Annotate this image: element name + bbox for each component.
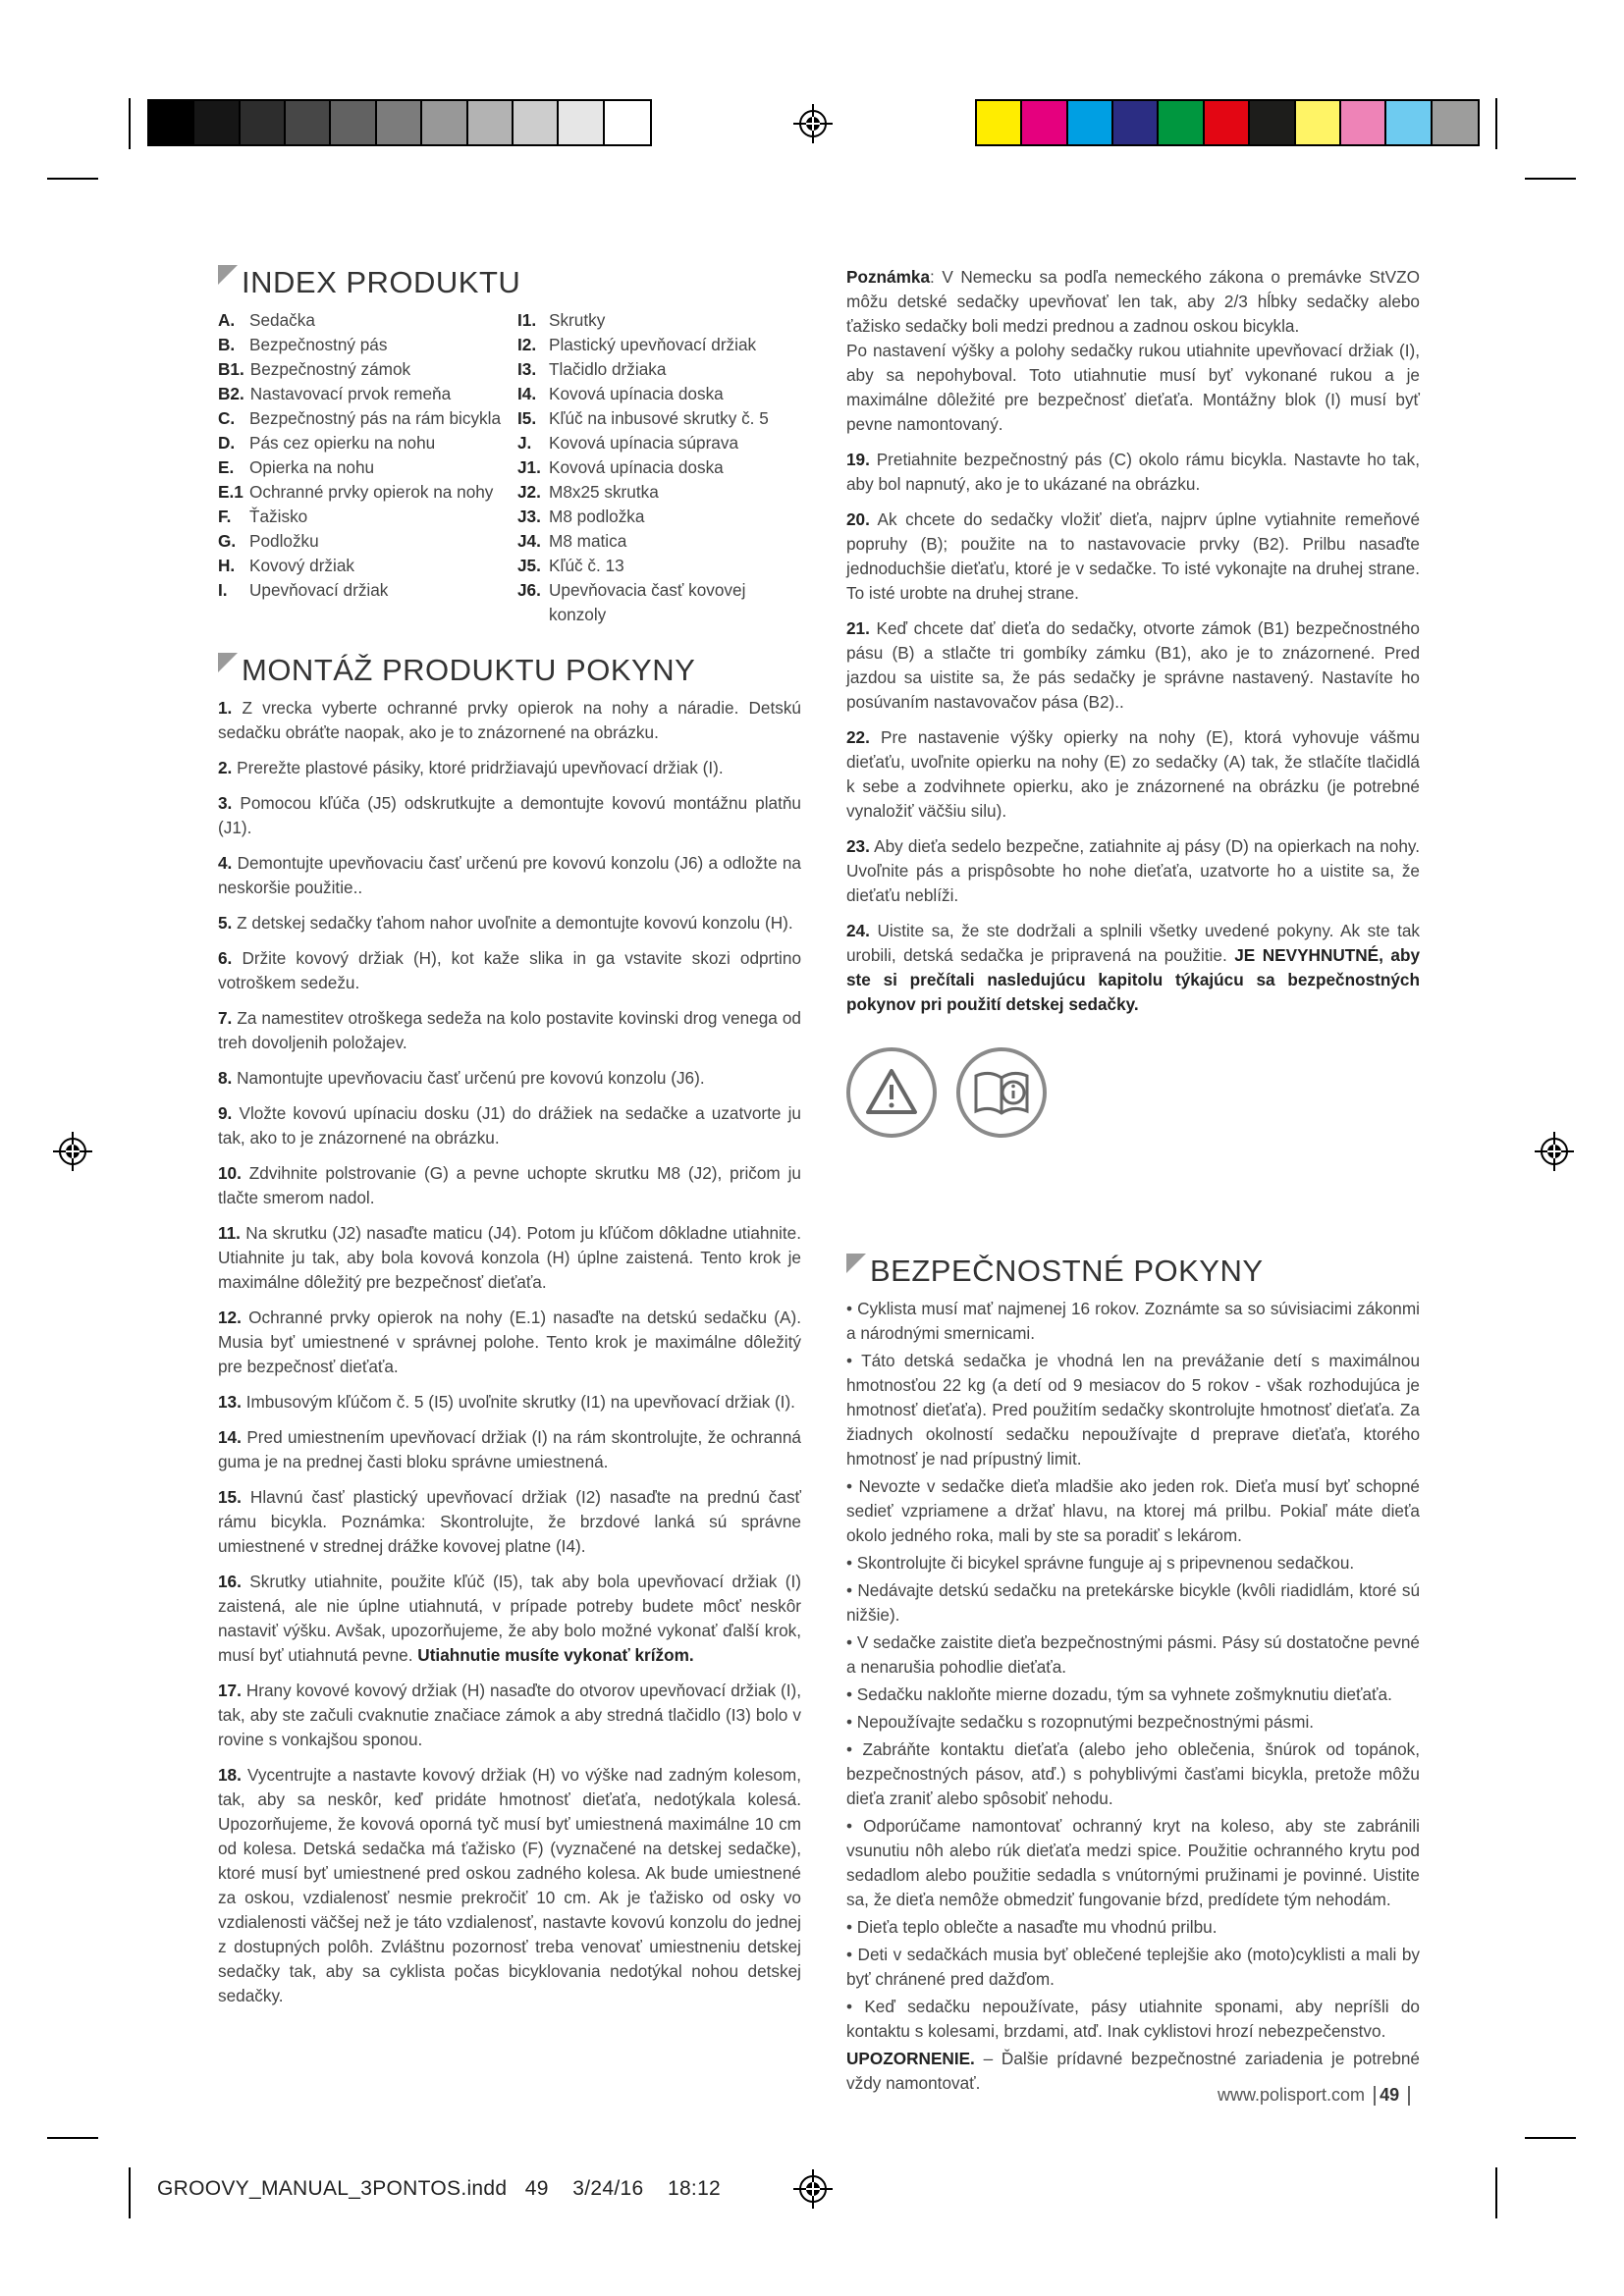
index-key: E. (218, 457, 235, 477)
step-number: 24. (846, 921, 870, 940)
index-key: J5. (517, 556, 541, 575)
index-key: J2. (517, 482, 541, 502)
step-text: Zdvihnite polstrovanie (G) a pevne uchopte skrutku M8 (J2), pričom ju tlačte smerom nadol. (218, 1163, 801, 1207)
step-number: 14. (218, 1427, 242, 1447)
crop-mark-bottom-right-v (1495, 2167, 1497, 2218)
read-manual-icon (956, 1047, 1047, 1138)
step-emphasis: JE NEVYHNUTNÉ, aby ste si prečítali nasledujúcu kapitolu týkajúcu sa bezpečnostných pokynov pri použití detskej sedačky. (846, 945, 1420, 1014)
crop-mark-top-left-v (129, 98, 131, 149)
color-swatch (468, 101, 514, 144)
index-key: F. (218, 507, 232, 526)
footer-divider (1408, 2086, 1410, 2106)
step-number: 3. (218, 793, 233, 813)
color-swatch (1159, 101, 1204, 144)
index-item (517, 382, 801, 406)
index-item (517, 529, 801, 554)
warning-label: UPOZORNENIE. (846, 2049, 975, 2068)
index-item (218, 382, 517, 406)
index-item (218, 529, 517, 554)
color-swatch (1296, 101, 1341, 144)
step-emphasis: Utiahnutie musíte vykonať krížom. (417, 1645, 694, 1665)
index-key: J6. (517, 580, 541, 600)
index-key: E.1 (218, 482, 244, 502)
index-key: I3. (517, 359, 537, 379)
step-text: Aby dieťa sedelo bezpečne, zatiahnite aj pásy (D) na opierkach na nohy. Uvoľnite pás a prispôsobte ho nohe dieťaťa, uzatvorte ho a uistite sa, že dieťaťu neblíži. (846, 836, 1421, 905)
index-item (218, 357, 517, 382)
index-item (218, 505, 517, 529)
index-text: M8 podložka (549, 507, 645, 526)
crop-mark-bottom-left-v (129, 2167, 131, 2218)
color-swatch (1022, 101, 1067, 144)
instruction-step (846, 616, 1420, 715)
index-list-right (517, 308, 801, 627)
heading-triangle-icon (218, 653, 238, 672)
index-key: B2. (218, 384, 244, 403)
step-text: Pomocou kľúča (J5) odskrutkujte a demontujte kovovú montážnu platňu (J1). (218, 793, 801, 837)
index-key: I4. (517, 384, 537, 403)
index-key: I1. (517, 310, 537, 330)
instruction-step (218, 1570, 801, 1668)
file-slug: GROOVY_MANUAL_3PONTOS.indd 49 3/24/16 18:12 (157, 2177, 722, 2200)
index-heading (218, 265, 801, 300)
index-list-left (218, 308, 517, 627)
index-item (218, 455, 517, 480)
index-item (517, 480, 801, 505)
index-key: J1. (517, 457, 541, 477)
grayscale-color-bar (147, 99, 652, 146)
color-swatch (194, 101, 240, 144)
color-swatch (1433, 101, 1478, 144)
step-text: Uistite sa, že ste dodržali a splnili všetky uvedené pokyny. Ak ste tak urobili, detská sedačka je pripravená na použitie. (846, 921, 1421, 965)
index-text: M8 matica (549, 531, 627, 551)
safety-bullet: • Dieťa teplo oblečte a nasaďte mu vhodnú prilbu. (846, 1917, 1218, 1937)
instruction-step (218, 851, 801, 900)
index-item (517, 406, 801, 431)
step-number: 8. (218, 1068, 233, 1088)
index-text: Plastický upevňovací držiak (549, 335, 757, 354)
index-text: Kovová upínacia doska (549, 384, 724, 403)
step-number: 2. (218, 758, 233, 777)
index-text: Ochranné prvky opierok na nohy (249, 482, 494, 502)
step-text: Pretiahnite bezpečnostný pás (C) okolo rámu bicykla. Nastavte ho tak, aby bol napnutý, ako je to ukázané na obrázku. (846, 450, 1420, 494)
instruction-step (218, 946, 801, 995)
color-swatch (559, 101, 604, 144)
instruction-step (218, 1679, 801, 1752)
index-item (517, 578, 801, 627)
index-item (218, 333, 517, 357)
step-number: 1. (218, 698, 233, 718)
safety-heading (846, 1254, 1420, 1289)
index-item (517, 431, 801, 455)
instruction-step (218, 696, 801, 745)
index-text: Ťažisko (249, 507, 308, 526)
color-swatch (514, 101, 559, 144)
heading-triangle-icon (218, 265, 238, 285)
index-key: I5. (517, 408, 537, 428)
right-column (846, 265, 1420, 2107)
safety-bullet: • V sedačke zaistite dieťa bezpečnostnými pásmi. Pásy sú dostatočne pevné a nenarušia pohodlie dieťaťa. (846, 1632, 1420, 1677)
instruction-step (218, 1161, 801, 1210)
safety-bullets (846, 1297, 1420, 2044)
color-swatch (605, 101, 650, 144)
color-swatch (241, 101, 286, 144)
safety-bullet: • Odporúčame namontovať ochranný kryt na koleso, aby ste zabránili vsunutiu nôh alebo rúk dieťaťa medzi spice. Použitie ochranného krytu pod sedadlom alebo použitie sedadla s vnútornými pružinami je povinné. Uistite sa, že dieťa nemôže obmedziť fungovanie bŕzd, predídete tým nehodám. (846, 1816, 1420, 1909)
instruction-step (218, 1221, 801, 1295)
color-swatch (377, 101, 422, 144)
crop-mark-top-right-v (1495, 98, 1497, 149)
registration-mark-icon (1535, 1132, 1574, 1171)
step-text: Ak chcete do sedačky vložiť dieťa, najprv úplne vytiahnite remeňové popruhy (B); použite na to nastavovacie prvky (B2). Prilbu nasaďte jednoduchšie dieťaťu, ktoré je v sedačke. To isté vykonajte na druhej strane. To isté urobte na druhej strane. (846, 509, 1420, 603)
crop-mark-top-right (1525, 178, 1576, 180)
safety-bullet: • Nepoužívajte sedačku s rozopnutými bezpečnostnými pásmi. (846, 1712, 1315, 1732)
index-item (517, 333, 801, 357)
montaz-steps (218, 696, 801, 2008)
step-text: Vložte kovovú upínaciu dosku (J1) do drážiek na sedačke a uzatvorte ju tak, ako to je znázornené na obrázku. (218, 1103, 801, 1148)
safety-bullet: • Cyklista musí mať najmenej 16 rokov. Zoznámte sa so súvisiacimi zákonmi a národnými smernicami. (846, 1299, 1420, 1343)
safety-title: BEZPEČNOSTNÉ POKYNY (870, 1254, 1264, 1288)
index-text: Nastavovací prvok remeňa (249, 384, 452, 403)
step-text: Z detskej sedačky ťahom nahor uvoľnite a demontujte kovovú konzolu (H). (237, 913, 793, 933)
step-text: Keď chcete dať dieťa do sedačky, otvorte zámok (B1) bezpečnostného pásu (B) a stlačte tri gombíky zámku (B1), ako je to znázornené. Pred jazdou sa uistite sa, že pás sedačky je správne nastavený. Nastavíte ho posúvaním nastavovačov pása (B2).. (846, 618, 1420, 712)
index-item (218, 480, 517, 505)
index-key: J. (517, 433, 532, 453)
instruction-step (218, 1006, 801, 1055)
safety-bullet: • Keď sedačku nepoužívate, pásy utiahnite sponami, aby nepríšli do kontaktu s kolesami, brzdami, atď. Inak cyklistovi hrozí nebezpečenstvo. (846, 1997, 1420, 2041)
color-swatch (1113, 101, 1159, 144)
safety-bullet: • Skontrolujte či bicykel správne funguje aj s pripevnenou sedačkou. (846, 1553, 1355, 1573)
color-swatch (331, 101, 376, 144)
note-paragraph (846, 265, 1420, 339)
instruction-step (218, 791, 801, 840)
index-text: Upevňovací držiak (249, 580, 389, 600)
index-text: Opierka na nohu (249, 457, 375, 477)
page-number: 49 (1380, 2085, 1400, 2105)
instruction-step (218, 1101, 801, 1150)
step-number: 13. (218, 1392, 242, 1412)
index-text: Sedačka (249, 310, 315, 330)
step-text: Pre nastavenie výšky opierky na nohy (E), ktorá vyhovuje vášmu dieťaťu, uvoľnite opierku na nohy (E) zo sedačky (A) tak, že stlačíte tlačidlá k sebe a zodvihnete opierku, ako je znázornené na obrázku (je potrebné vynaložiť väčšiu silu). (846, 727, 1420, 821)
safety-bullet: • Deti v sedačkách musia byť oblečené teplejšie ako (moto)cyklisti a mali by byť chránené pred dažďom. (846, 1945, 1420, 1989)
index-list (218, 308, 801, 627)
index-item (218, 406, 517, 431)
page-footer (1218, 2085, 1410, 2106)
index-key: I. (218, 580, 228, 600)
instruction-step (218, 1425, 801, 1474)
step-number: 11. (218, 1223, 241, 1243)
safety-bullet: • Nedávajte detskú sedačku na pretekárske bicykle (kvôli riadidlám, ktoré sú nižšie). (846, 1580, 1420, 1625)
color-swatch (1068, 101, 1113, 144)
warning-icon (846, 1047, 937, 1138)
instruction-step (846, 919, 1420, 1017)
step-text: Ochranné prvky opierok na nohy (E.1) nasaďte na detskú sedačku (A). Musia byť umiestnené v správnej polohe. Tento krok je maximálne dôležitý pre bezpečnosť dieťaťa. (218, 1308, 801, 1376)
index-key: B1. (218, 359, 244, 379)
color-swatch (422, 101, 467, 144)
instruction-step (846, 448, 1420, 497)
step-number: 10. (218, 1163, 242, 1183)
right-steps (846, 448, 1420, 1017)
instruction-step (218, 911, 801, 935)
step-number: 19. (846, 450, 870, 469)
note-paragraph-2: Po nastavení výšky a polohy sedačky rukou utiahnite upevňovací držiak (I), aby sa nepohyboval. Toto utiahnutie musí byť vykonané rukou a je maximálne dôležité pre bezpečnosť dieťaťa. Montážny blok (I) musí byť pevne namontovaný. (846, 341, 1420, 434)
instruction-step (218, 1390, 801, 1415)
step-number: 17. (218, 1681, 242, 1700)
step-number: 9. (218, 1103, 233, 1123)
left-column (218, 265, 801, 2019)
step-text: Prerežte plastové pásiky, ktoré pridržiavajú upevňovací držiak (I). (237, 758, 724, 777)
crop-mark-bottom-left (47, 2137, 98, 2139)
step-text: Demontujte upevňovaciu časť určenú pre kovovú konzolu (J6) a odložte na neskoršie použitie.. (218, 853, 801, 897)
step-text: Z vrecka vyberte ochranné prvky opierok na nohy a náradie. Detskú sedačku obráťte naopak, ako je to znázornené na obrázku. (218, 698, 801, 742)
registration-mark-icon (53, 1132, 92, 1171)
index-text: Bezpečnostný pás (249, 335, 388, 354)
footer-url: www.polisport.com (1218, 2085, 1366, 2105)
index-key: G. (218, 531, 237, 551)
safety-bullet: • Nevozte v sedačke dieťa mladšie ako jeden rok. Dieťa musí byť schopné sedieť vzpriamene a držať hlavu, na ktorej má prilbu. Pokiaľ máte dieťa okolo jedného roka, mali by ste sa poradiť s lekárom. (846, 1476, 1420, 1545)
index-key: B. (218, 335, 236, 354)
index-text: M8x25 skrutka (549, 482, 659, 502)
index-key: A. (218, 310, 236, 330)
step-text: Imbusovým kľúčom č. 5 (I5) uvoľnite skrutky (I1) na upevňovací držiak (I). (245, 1392, 795, 1412)
instruction-step (846, 507, 1420, 606)
safety-bullet: • Táto detská sedačka je vhodná len na prevážanie detí s maximálnou hmotnosťou 22 kg (a detí od 9 mesiacov do 5 rokov - však rozhodujúca je hmotnosť dieťaťa). Pred použitím sedačky skontrolujte hmotnosť dieťaťa. Za žiadnych okolností sedačku nepoužívajte d preprave dieťaťa, ktorého hmotnosť je nad prípustný limit. (846, 1351, 1420, 1468)
index-key: D. (218, 433, 236, 453)
cmyk-color-bar (975, 99, 1480, 146)
step-text: Na skrutku (J2) nasaďte maticu (J4). Potom ju kľúčom dôkladne utiahnite. Utiahnite ju tak, aby bola kovová konzola (H) úplne zaistená. Tento krok je maximálne dôležitý pre bezpečnosť dieťaťa. (218, 1223, 801, 1292)
safety-bullet: • Sedačku nakloňte mierne dozadu, tým sa vyhnete zošmyknutiu dieťaťa. (846, 1684, 1392, 1704)
index-key: J3. (517, 507, 541, 526)
index-text: Kovová upínacia súprava (549, 433, 739, 453)
index-item (517, 505, 801, 529)
index-text: Bezpečnostný pás na rám bicykla (249, 408, 502, 428)
index-text: Tlačidlo držiaka (549, 359, 667, 379)
index-item (517, 455, 801, 480)
step-number: 20. (846, 509, 870, 529)
index-text: Kľúč na inbusové skrutky č. 5 (549, 408, 769, 428)
step-text: Hlavnú časť plastický upevňovací držiak (I2) nasaďte na prednú časť rámu bicykla. Poznámka: Skontrolujte, že brzdové lanká sú správne umiestnené v strednej drážke kovovej platne (I4). (218, 1487, 801, 1556)
index-text: Kovová upínacia doska (549, 457, 724, 477)
color-swatch (286, 101, 331, 144)
index-item (218, 308, 517, 333)
color-swatch (1250, 101, 1295, 144)
crop-mark-top-left (47, 178, 98, 180)
step-number: 6. (218, 948, 233, 968)
index-text: Kľúč č. 13 (549, 556, 624, 575)
registration-mark-icon (793, 104, 833, 143)
index-text: Pás cez opierku na nohu (249, 433, 436, 453)
step-number: 18. (218, 1765, 242, 1785)
step-text: Pred umiestnením upevňovací držiak (I) na rám skontrolujte, že ochranná guma je na prednej časti bloku správne umiestnená. (218, 1427, 801, 1471)
instruction-step (218, 1066, 801, 1091)
step-text: Držite kovový držiak (H), kot kaže slika in ga vstavite skozi odprtino votroškem sedežu. (218, 948, 801, 992)
step-text: Vycentrujte a nastavte kovový držiak (H) vo výške nad zadným kolesom, tak, aby sa neskôr, keď pridáte hmotnosť dieťaťa, nedotýkala kolesá. Upozorňujeme, že kovová oporná tyč musí byť umiestnená maximálne 10 cm od kolesa. Detská sedačka má ťažisko (F) (vyznačené na detskej sedačke), ktoré musí byť umiestnené pred oskou zadného kolesa. Ak bude umiestnené za oskou, vzdialenosť nesmie prekročiť 10 cm. Ak je ťažisko od osky vo vzdialenosti väčšej než je táto vzdialenosť, nastavte kovovú konzolu do jednej z dostupných polôh. Zvláštnu pozornosť treba venovať umiestneniu detskej sedačky tak, aby sa cyklista počas bicyklovania nedotýkal nohou detskej sedačky. (218, 1765, 801, 2005)
step-text: Skrutky utiahnite, použite kľúč (I5), tak aby bola upevňovací držiak (I) zaistená, ale nie úplne utiahnutá, v prípade potreby budete môcť neskôr nastaviť výšku. Avšak, upozorňujeme, že aby bolo možné vykonať ďalší krok, musí byť utiahnutá pevne. (218, 1572, 801, 1665)
montaz-title: MONTÁŽ PRODUKTU POKYNY (242, 653, 696, 687)
instruction-step (218, 756, 801, 780)
color-swatch (1205, 101, 1250, 144)
index-text: Kovový držiak (249, 556, 354, 575)
color-swatch (1341, 101, 1386, 144)
index-text: Skrutky (549, 310, 606, 330)
note-text: : V Nemecku sa podľa nemeckého zákona o premávke StVZO môžu detské sedačky upevňovať len tak, aby 2/3 hĺbky sedačky alebo ťažisko sedačky boli medzi prednou a zadnou oskou bicykla. (846, 267, 1420, 336)
registration-mark-icon (793, 2169, 833, 2209)
step-number: 22. (846, 727, 870, 747)
step-text: Za namestitev otroškega sedeža na kolo postavite kovinski drog venega od treh dovoljenih položajev. (218, 1008, 801, 1052)
instruction-step (846, 725, 1420, 824)
color-swatch (977, 101, 1022, 144)
index-key: J4. (517, 531, 541, 551)
step-number: 23. (846, 836, 870, 856)
note-label: Poznámka (846, 267, 931, 287)
step-number: 16. (218, 1572, 242, 1591)
index-item (218, 431, 517, 455)
step-number: 15. (218, 1487, 242, 1507)
instruction-step (218, 1485, 801, 1559)
step-number: 7. (218, 1008, 233, 1028)
index-key: C. (218, 408, 236, 428)
footer-divider (1374, 2086, 1376, 2106)
safety-icons (846, 1047, 1047, 1138)
index-item (517, 357, 801, 382)
crop-mark-bottom-right (1525, 2137, 1576, 2139)
color-swatch (1386, 101, 1432, 144)
index-text: Bezpečnostný zámok (249, 359, 411, 379)
warning-text: – Ďalšie prídavné bezpečnostné zariadenia je potrebné vždy namontovať. (846, 2049, 1420, 2093)
index-key: H. (218, 556, 236, 575)
index-item (218, 578, 517, 603)
step-text: Hrany kovové kovový držiak (H) nasaďte do otvorov upevňovací držiak (I), tak, aby ste začuli cvaknutie značiace zámok a aby stredná tlačidlo (I3) bolo v rovine s vonkajšou sponou. (218, 1681, 801, 1749)
step-text: Namontujte upevňovaciu časť určenú pre kovovú konzolu (J6). (237, 1068, 705, 1088)
step-number: 5. (218, 913, 233, 933)
heading-triangle-icon (846, 1254, 866, 1273)
index-text: Upevňovacia časť kovovej konzoly (549, 580, 746, 624)
index-title: INDEX PRODUKTU (242, 265, 521, 299)
montaz-heading (218, 653, 801, 688)
index-key: I2. (517, 335, 537, 354)
instruction-step (846, 834, 1420, 908)
index-item (517, 308, 801, 333)
index-text: Podložku (249, 531, 319, 551)
step-number: 12. (218, 1308, 242, 1327)
instruction-step (218, 1763, 801, 2008)
step-number: 4. (218, 853, 233, 873)
safety-bullet: • Zabráňte kontaktu dieťaťa (alebo jeho oblečenia, šnúrok od topánok, bezpečnostných pásov, atď.) s pohyblivými časťami bicykla, pretože môžu dieťa zraniť alebo spôsobiť nehodu. (846, 1739, 1420, 1808)
instruction-step (218, 1306, 801, 1379)
color-swatch (149, 101, 194, 144)
index-item (517, 554, 801, 578)
step-number: 21. (846, 618, 870, 638)
index-item (218, 554, 517, 578)
